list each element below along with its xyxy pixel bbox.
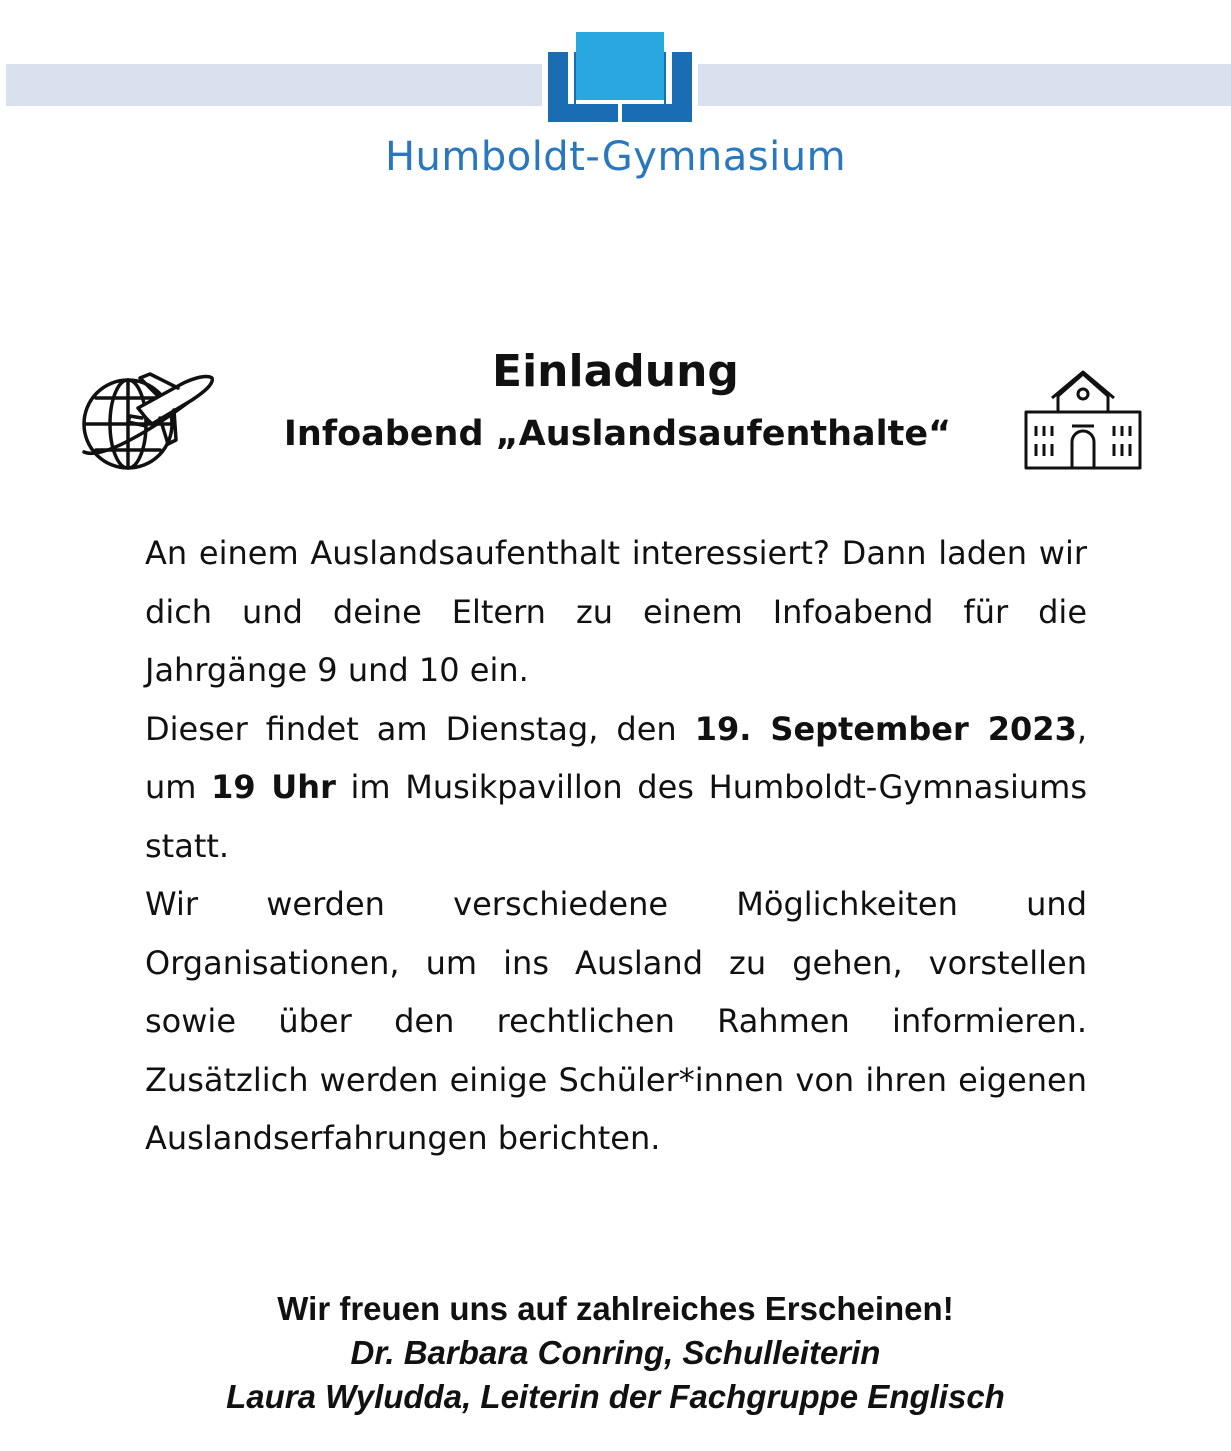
- body-paragraph-program: Wir werden verschiedene Möglichkeiten und Organisationen, um ins Ausland zu gehen, vorstellen sowie über den rechtlichen Rahmen informieren. Zusätzlich werden einige Schüler*innen von ihren eigenen Auslandserfahrungen berichten.: [145, 885, 1087, 1157]
- page-subtitle: Infoabend „Auslandsaufenthalte“: [283, 414, 952, 454]
- humboldt-gymnasium-logo: [546, 30, 694, 124]
- closing-block: [0, 1287, 1231, 1419]
- invitation-body: [145, 524, 1087, 1168]
- header-band-left: [6, 64, 542, 106]
- event-date: 19. September 2023: [694, 709, 1077, 748]
- page-title: Einladung: [492, 346, 739, 397]
- date-connector-text: , um: [145, 709, 1088, 806]
- body-paragraph-interest: An einem Auslandsaufenthalt interessiert? Dann laden wir dich und deine Eltern zu einem Infoabend für die Jahrgänge 9 und 10 ein.: [145, 534, 1087, 689]
- event-time: 19 Uhr: [211, 768, 336, 806]
- header-band-right: [698, 64, 1231, 106]
- body-paragraph-date: [145, 700, 1087, 876]
- location-text: im Musikpavillon des Humboldt-Gymnasiums statt.: [145, 768, 1087, 865]
- signature-english-head: Laura Wyludda, Leiterin der Fachgruppe Englisch: [226, 1378, 1005, 1415]
- school-building-icon: [1022, 370, 1144, 472]
- school-name: Humboldt-Gymnasium: [384, 134, 847, 180]
- date-intro-text: Dieser findet am Dienstag, den: [145, 709, 695, 748]
- signature-principal: Dr. Barbara Conring, Schulleiterin: [350, 1334, 881, 1371]
- closing-line: Wir freuen uns auf zahlreiches Erscheinen!: [277, 1290, 954, 1327]
